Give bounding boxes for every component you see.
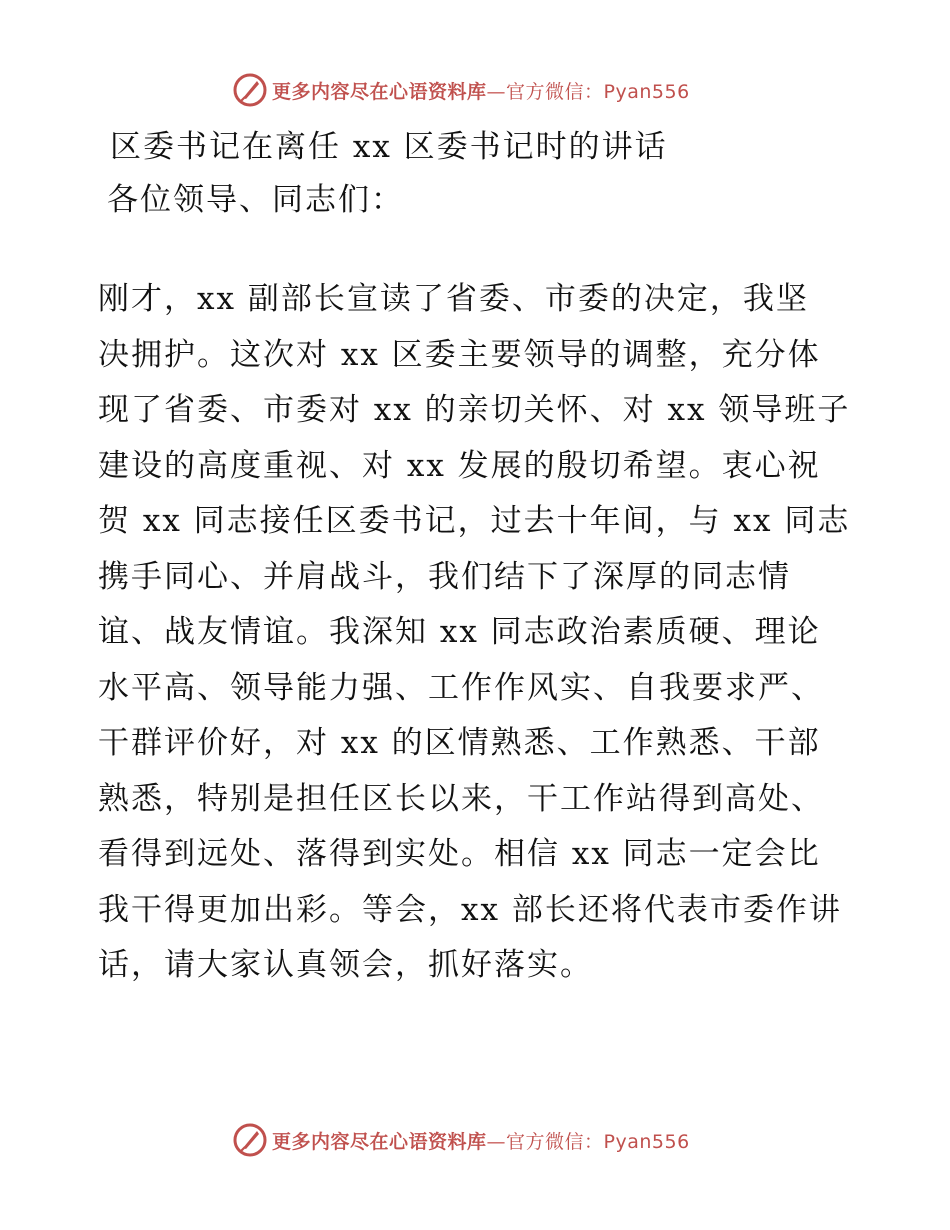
body-line: 谊、战友情谊。我深知 xx 同志政治素质硬、理论 [98, 614, 821, 650]
footer-banner-separator: — [486, 1130, 507, 1153]
body-line: 熟悉，特别是担任区长以来，干工作站得到高处、 [98, 780, 824, 817]
body-line: 话，请大家认真领会，抓好落实。 [98, 947, 593, 983]
footer-banner-content [232, 1118, 690, 1162]
body-line: 刚才，xx 副部长宣读了省委、市委的决定，我坚 [98, 281, 809, 317]
document-body [98, 272, 868, 994]
document-title: 区委书记在离任 xx 区委书记时的讲话 [110, 129, 668, 165]
quill-pen-circle-icon [232, 72, 268, 108]
body-line: 水平高、领导能力强、工作作风实、自我要求严、 [98, 669, 824, 706]
document-greeting: 各位领导、同志们： [107, 182, 404, 218]
header-banner-separator: — [486, 80, 507, 103]
body-line: 携手同心、并肩战斗，我们结下了深厚的同志情 [98, 558, 791, 595]
footer-banner-wechat: 官方微信：Pyan556 [506, 1130, 690, 1153]
body-line: 贺 xx 同志接任区委书记，过去十年间，与 xx 同志 [98, 503, 851, 539]
quill-pen-circle-icon [232, 1122, 268, 1158]
body-line: 看得到远处、落得到实处。相信 xx 同志一定会比 [98, 836, 821, 872]
body-line: 干群评价好，对 xx 的区情熟悉、工作熟悉、干部 [98, 725, 821, 761]
header-banner-site: 更多内容尽在心语资料库 [272, 80, 487, 103]
footer-banner-site: 更多内容尽在心语资料库 [272, 1130, 487, 1153]
body-line: 建设的高度重视、对 xx 发展的殷切希望。衷心祝 [98, 447, 821, 484]
body-line: 我干得更加出彩。等会，xx 部长还将代表市委作讲 [98, 891, 842, 928]
body-line: 决拥护。这次对 xx 区委主要领导的调整，充分体 [98, 336, 821, 373]
body-line: 现了省委、市委对 xx 的亲切关怀、对 xx 领导班子 [98, 392, 851, 428]
footer-banner [0, 1118, 950, 1162]
header-banner-wechat: 官方微信：Pyan556 [506, 80, 690, 103]
header-banner [0, 68, 950, 112]
footer-banner-text [272, 1127, 690, 1154]
header-banner-text [272, 77, 690, 104]
header-banner-content [232, 68, 690, 112]
